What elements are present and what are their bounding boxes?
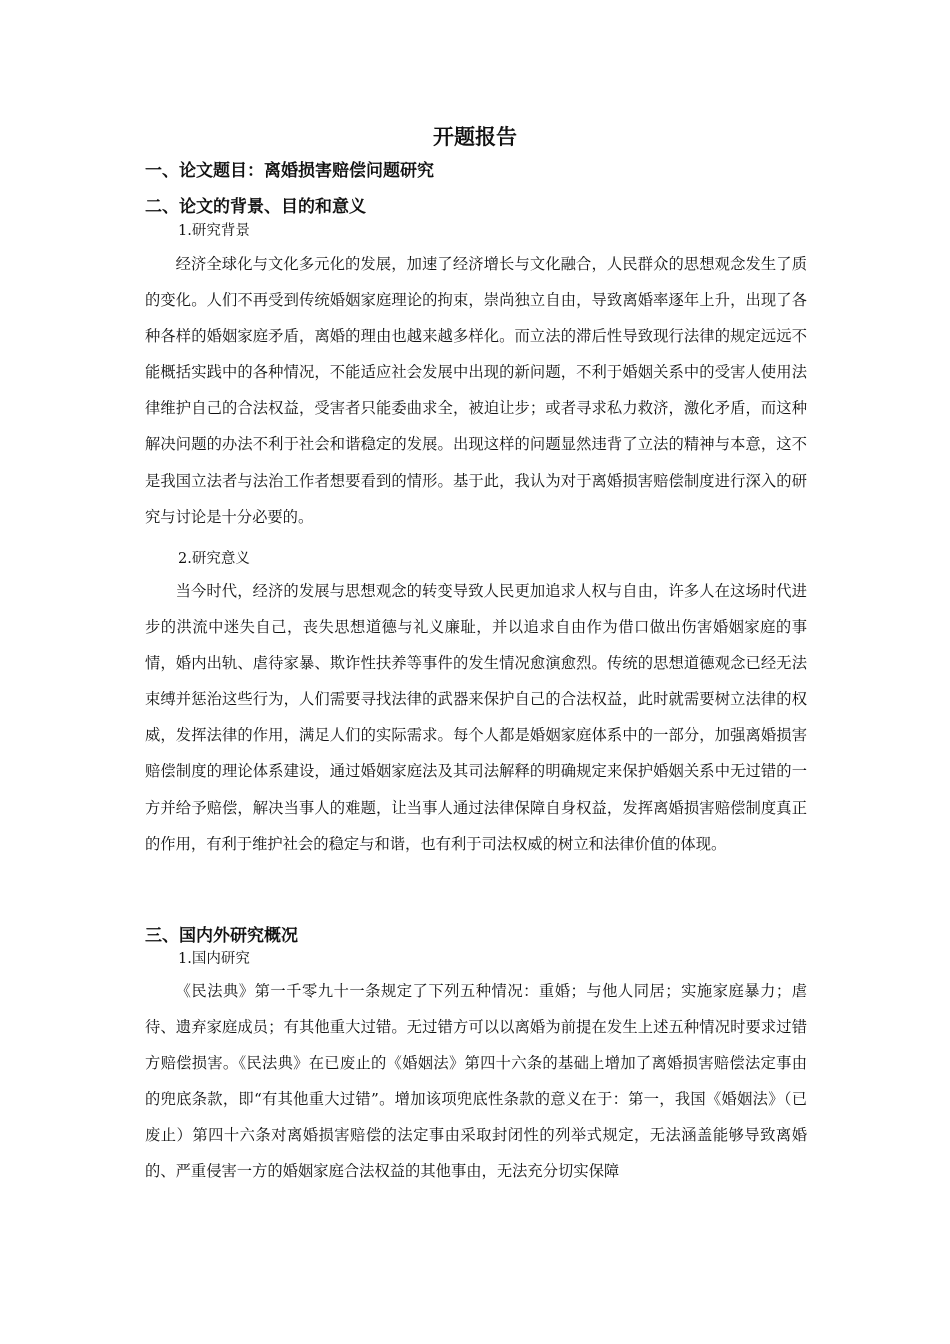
page-title: 开题报告 [433, 125, 517, 149]
section-2-heading: 二、论文的背景、目的和意义 [145, 197, 366, 217]
background-paragraph: 经济全球化与文化多元化的发展，加速了经济增长与文化融合，人民群众的思想观念发生了质的变化。人们不再受到传统婚姻家庭理论的拘束，崇尚独立自由，导致离婚率逐年上升，出现了各种各样的婚姻家庭矛盾，离婚的理由也越来越多样化。而立法的滞后性导致现行法律的规定远远不能概括实践中的各种情况，不能适应社会发展中出现的新问题，不利于婚姻关系中的受害人使用法律维护自己的合法权益，受害者只能委曲求全，被迫让步；或者寻求私力救济，激化矛盾，而这种解决问题的办法不利于社会和谐稳定的发展。出现这样的问题显然违背了立法的精神与本意，这不是我国立法者与法治工作者想要看到的情形。基于此，我认为对于离婚损害赔偿制度进行深入的研究与讨论是十分必要的。 [145, 255, 807, 526]
significance-paragraph: 当今时代，经济的发展与思想观念的转变导致人民更加追求人权与自由，许多人在这场时代进步的洪流中迷失自己，丧失思想道德与礼义廉耻，并以追求自由作为借口做出伤害婚姻家庭的事情，婚内出轨、虐待家暴、欺诈性扶养等事件的发生情况愈演愈烈。传统的思想道德观念已经无法束缚并惩治这些行为，人们需要寻找法律的武器来保护自己的合法权益，此时就需要树立法律的权威，发挥法律的作用，满足人们的实际需求。每个人都是婚姻家庭体系中的一部分，加强离婚损害赔偿制度的理论体系建设，通过婚姻家庭法及其司法解释的明确规定来保护婚姻关系中无过错的一方并给予赔偿，解决当事人的难题，让当事人通过法律保障自身权益，发挥离婚损害赔偿制度真正的作用，有利于维护社会的稳定与和谐，也有利于司法权威的树立和法律价值的体现。 [145, 582, 807, 853]
domestic-research-paragraph: 《民法典》第一千零九十一条规定了下列五种情况：重婚；与他人同居；实施家庭暴力；虐待、遗弃家庭成员；有其他重大过错。无过错方可以以离婚为前提在发生上述五种情况时要求过错方赔偿损害。《民法典》在已废止的《婚姻法》第四十六条的基础上增加了离婚损害赔偿法定事由的兜底条款，即“有其他重大过错”。增加该项兜底性条款的意义在于：第一，我国《婚姻法》（已废止）第四十六条对离婚损害赔偿的法定事由采取封闭性的列举式规定，无法涵盖能够导致离婚的、严重侵害一方的婚姻家庭合法权益的其他事由，无法充分切实保障 [145, 982, 807, 1181]
section-3-heading: 三、国内外研究概况 [145, 926, 298, 946]
subsection-background-heading: 1.研究背景 [178, 223, 250, 239]
section-1-heading: 一、论文题目：离婚损害赔偿问题研究 [145, 161, 434, 181]
subsection-significance-heading: 2.研究意义 [178, 551, 250, 567]
subsection-domestic-research-heading: 1.国内研究 [178, 951, 250, 967]
